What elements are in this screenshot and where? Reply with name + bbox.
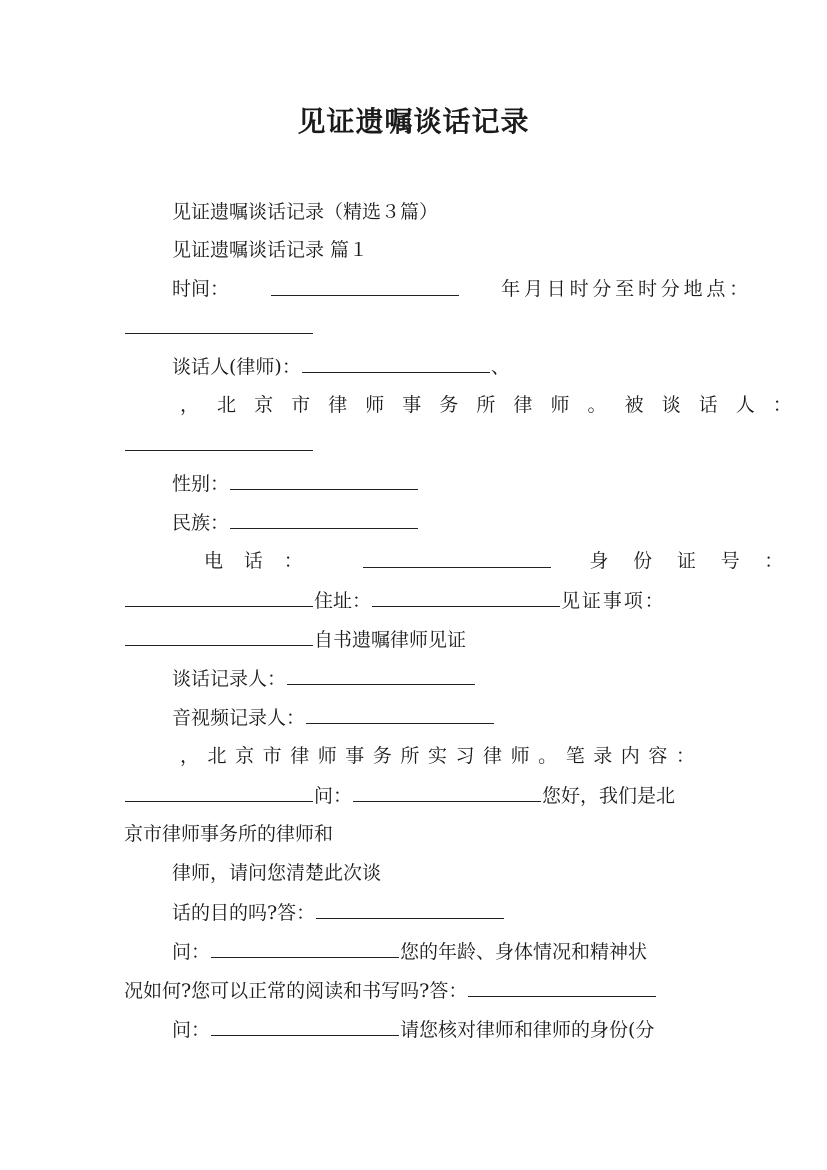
line-q1-answer [124, 898, 752, 927]
gender-label: 性别： [172, 473, 230, 495]
matter-label: 见证事项： [561, 590, 666, 612]
line-q2-cont [124, 976, 704, 1005]
av-recorder-blank [306, 703, 494, 724]
line-law-firm [124, 391, 810, 419]
document-title: 见证遗嘱谈话记录 [297, 105, 530, 138]
line-av-recorder [124, 703, 752, 732]
line-gender [124, 469, 752, 498]
matter-value: 自书遗嘱律师见证 [314, 629, 467, 651]
line-recorder [124, 664, 752, 693]
q2-text: 您的年龄、身体情况和精神状 [400, 941, 648, 963]
q1-label: 问： [314, 785, 353, 807]
line-intern [124, 742, 760, 770]
section-heading-text: 见证遗嘱谈话记录 篇１ [172, 239, 369, 261]
content-blank [125, 781, 313, 802]
recorder-blank [287, 664, 475, 685]
line-q1 [124, 781, 704, 810]
q1-continuation-2: 律师，请问您清楚此次谈 [172, 862, 382, 884]
time-blank [271, 275, 459, 296]
subtitle-text: 见证遗嘱谈话记录（精选３篇） [172, 201, 439, 223]
ethnicity-blank [230, 508, 418, 529]
interviewer-separator: 、 [490, 356, 510, 378]
q1-continuation: 京市律师事务所的律师和 [124, 823, 334, 845]
phone-blank [363, 547, 551, 568]
line-phone [124, 547, 808, 575]
interviewer-label: 谈话人(律师)： [172, 356, 301, 378]
interviewer-blank [302, 352, 490, 373]
q3-blank [211, 1015, 399, 1036]
line-q3 [124, 1015, 752, 1044]
line-matter [124, 625, 704, 654]
q3-label: 问： [172, 1019, 211, 1041]
line-address [124, 586, 704, 615]
recorder-label: 谈话记录人： [172, 668, 287, 690]
line-ethnicity [124, 508, 752, 537]
q1-text: 您好，我们是北 [542, 785, 676, 807]
q3-text: 请您核对律师和律师的身份(分 [400, 1019, 655, 1041]
q2-answer-blank [468, 976, 656, 997]
address-label: 住址： [314, 590, 372, 612]
date-location-label: 年月日时分至时分地点： [501, 278, 752, 300]
law-firm-text: ，北京市律师事务所律师。被谈话人： [180, 394, 810, 416]
line-interviewee-blank [124, 430, 704, 459]
line-time [124, 275, 752, 303]
av-recorder-label: 音视频记录人： [172, 707, 306, 729]
line-section-heading [124, 236, 752, 264]
line-q1-cont [124, 820, 704, 848]
line-location-blank [124, 313, 704, 342]
q1-answer-label: 话的目的吗?答： [172, 902, 316, 924]
line-q1-cont2 [124, 859, 752, 887]
id-number-label: 身份证号： [589, 550, 808, 572]
line-subtitle [124, 198, 752, 226]
matter-blank [125, 625, 313, 646]
interviewee-blank [125, 430, 313, 451]
ethnicity-label: 民族： [172, 512, 230, 534]
q2-label: 问： [172, 941, 211, 963]
intern-text: ，北京市律师事务所实习律师。笔录内容： [180, 745, 704, 767]
address-blank [372, 586, 560, 607]
time-label: 时间： [172, 278, 230, 300]
id-number-blank [125, 586, 313, 607]
phone-label: 电话： [204, 550, 324, 572]
line-interviewer [124, 352, 752, 381]
q2-continuation: 况如何?您可以正常的阅读和书写吗?答： [124, 980, 468, 1002]
line-q2 [124, 937, 752, 966]
q1-answer-blank [316, 898, 504, 919]
q1-blank [353, 781, 541, 802]
gender-blank [230, 469, 418, 490]
q2-blank [211, 937, 399, 958]
location-blank [125, 313, 313, 334]
